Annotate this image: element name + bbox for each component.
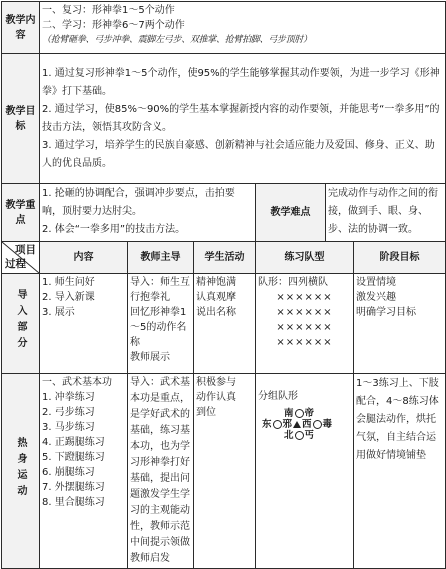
warmup-student-cell bbox=[194, 374, 256, 569]
warmup-content-cell bbox=[40, 374, 128, 569]
warmup-content-line: 7. 外摆腿练习 bbox=[42, 482, 105, 493]
objective-line: 2. 通过学习，使85%～90%的学生基本掌握新授内容的动作要领，并能思考“一拳多用”的技击方法，领悟其攻防含义。 bbox=[42, 103, 440, 133]
lesson-plan-table bbox=[1, 1, 446, 569]
warmup-content-line: 1. 冲拳练习 bbox=[42, 392, 95, 403]
label-group-4: 丐 bbox=[304, 430, 315, 441]
warmup-goals-cell: 1～3练习上、下肢配合，4～8练习体会腿法动作，烘托气氛，自主结合运用做好情境铺垫 bbox=[354, 374, 446, 569]
label-west: 西 bbox=[302, 419, 312, 430]
intro-formation-cell bbox=[256, 274, 354, 374]
content-line: 二、学习：形神拳6～7两个动作 bbox=[42, 20, 185, 31]
intro-teacher-line: 回忆形神拳1～5的动作名称 bbox=[130, 307, 187, 348]
warmup-content-line: 5. 下蹬腿练习 bbox=[42, 452, 105, 463]
intro-content-cell bbox=[40, 274, 128, 374]
intro-content-line: 1. 师生问好 bbox=[42, 277, 95, 288]
warmup-content-line: 3. 马步练习 bbox=[42, 422, 95, 433]
label-group-3: 毒 bbox=[322, 419, 333, 430]
label-north: 北 bbox=[284, 430, 294, 441]
warmup-student-line: 积极参与 bbox=[196, 377, 236, 388]
objectives-label: 教学目标 bbox=[2, 54, 40, 184]
warmup-formation-cell bbox=[256, 374, 354, 569]
content-line: （抢臂砸拳、弓步冲拳、震脚左弓步、双推掌、抢臂拍脚、弓步顶肘） bbox=[42, 35, 312, 45]
diag-bottom-label: 过程 bbox=[5, 258, 26, 270]
col-header-goals: 阶段目标 bbox=[354, 242, 446, 274]
warmup-content-line: 8. 里合腿练习 bbox=[42, 497, 105, 508]
warmup-student-line: 动作认真 bbox=[196, 392, 236, 403]
warmup-teacher-cell: 导入：武术基本功是重点，是学好武术的基础，练习基本功，也为学习形神拳打好基础，提出问题激发学生学习的主观能动性，教师示范中间提示领做教师启发 bbox=[128, 374, 194, 569]
objectives-cell bbox=[40, 54, 446, 184]
difficulties-label: 教学难点 bbox=[256, 184, 326, 242]
intro-student-line: 说出名称 bbox=[196, 307, 236, 318]
diagonal-header-cell bbox=[2, 242, 40, 274]
key-point-line: 2. 体会“一拳多用”的技击方法。 bbox=[42, 224, 186, 235]
label-south: 南 bbox=[284, 408, 294, 419]
intro-content-line: 3. 展示 bbox=[42, 307, 75, 318]
difficulties-cell: 完成动作与动作之间的衔接，做到手、眼、身、步、法的协调一致。 bbox=[326, 184, 446, 242]
formation-north-group bbox=[284, 428, 314, 443]
triangle-icon bbox=[293, 421, 301, 428]
objective-line: 1. 通过复习形神拳1～5个动作，使95%的学生能够掌握其动作要领，为进一步学习《形神拳》打下基础。 bbox=[42, 67, 440, 97]
col-header-content: 内容 bbox=[40, 242, 128, 274]
diag-top-label: 项目 bbox=[15, 244, 36, 256]
intro-student-line: 认真观摩 bbox=[196, 292, 236, 303]
phase-warmup-label-text: 热身运动 bbox=[15, 436, 26, 501]
label-group-1: 帝 bbox=[304, 408, 315, 419]
phase-intro-label bbox=[2, 274, 40, 374]
intro-teacher-line: 教师展示 bbox=[130, 352, 170, 363]
label-east: 东 bbox=[262, 419, 272, 430]
content-line: 一、复习：形神拳1～5个动作 bbox=[42, 5, 175, 16]
warmup-content-line: 2. 弓步练习 bbox=[42, 407, 95, 418]
warmup-student-line: 到位 bbox=[196, 407, 216, 418]
formation-row: ×××××× bbox=[276, 292, 333, 303]
phase-intro-label-text: 导入部分 bbox=[15, 289, 26, 353]
col-header-formation: 练习队型 bbox=[256, 242, 354, 274]
formation-row: ×××××× bbox=[276, 322, 333, 333]
warmup-content-line: 6. 崩腿练习 bbox=[42, 467, 95, 478]
ring-icon bbox=[273, 420, 282, 429]
key-points-label: 教学重点 bbox=[2, 184, 40, 242]
formation-title: 队形：四列横队 bbox=[258, 277, 328, 288]
intro-student-cell bbox=[194, 274, 256, 374]
warmup-content-line: 一、武术基本功 bbox=[42, 377, 112, 388]
warmup-content-line: 4. 正踢腿练习 bbox=[42, 437, 105, 448]
intro-content-line: 2. 导入新课 bbox=[42, 292, 95, 303]
intro-student-line: 精神饱满 bbox=[196, 277, 236, 288]
content-cell bbox=[40, 2, 446, 54]
intro-goal-line: 激发兴趣 bbox=[356, 292, 396, 303]
intro-goals-cell bbox=[354, 274, 446, 374]
key-points-cell bbox=[40, 184, 256, 242]
group-formation-diagram bbox=[258, 406, 351, 440]
content-label: 教学内容 bbox=[2, 2, 40, 54]
formation-row: ×××××× bbox=[276, 337, 333, 348]
key-point-line: 1. 抡砸的协调配合，强调冲步要点，击拍要响，顶肘要力达肘尖。 bbox=[42, 188, 235, 217]
formation-title: 分组队形 bbox=[258, 391, 298, 402]
intro-teacher-line: 导入：师生互行抱拳礼 bbox=[130, 277, 190, 303]
objective-line: 3. 通过学习，培养学生的民族自豪感、创新精神与社会适应能力及爱国、修身、正义、助人的优良品质。 bbox=[42, 139, 435, 169]
intro-goal-line: 设置情境 bbox=[356, 277, 396, 288]
col-header-teacher: 教师主导 bbox=[128, 242, 194, 274]
formation-row: ×××××× bbox=[276, 307, 333, 318]
ring-icon bbox=[295, 431, 304, 440]
col-header-student: 学生活动 bbox=[194, 242, 256, 274]
label-group-2: 邪 bbox=[282, 419, 293, 430]
phase-warmup-label bbox=[2, 374, 40, 569]
intro-goal-line: 明确学习目标 bbox=[356, 307, 416, 318]
intro-teacher-cell bbox=[128, 274, 194, 374]
